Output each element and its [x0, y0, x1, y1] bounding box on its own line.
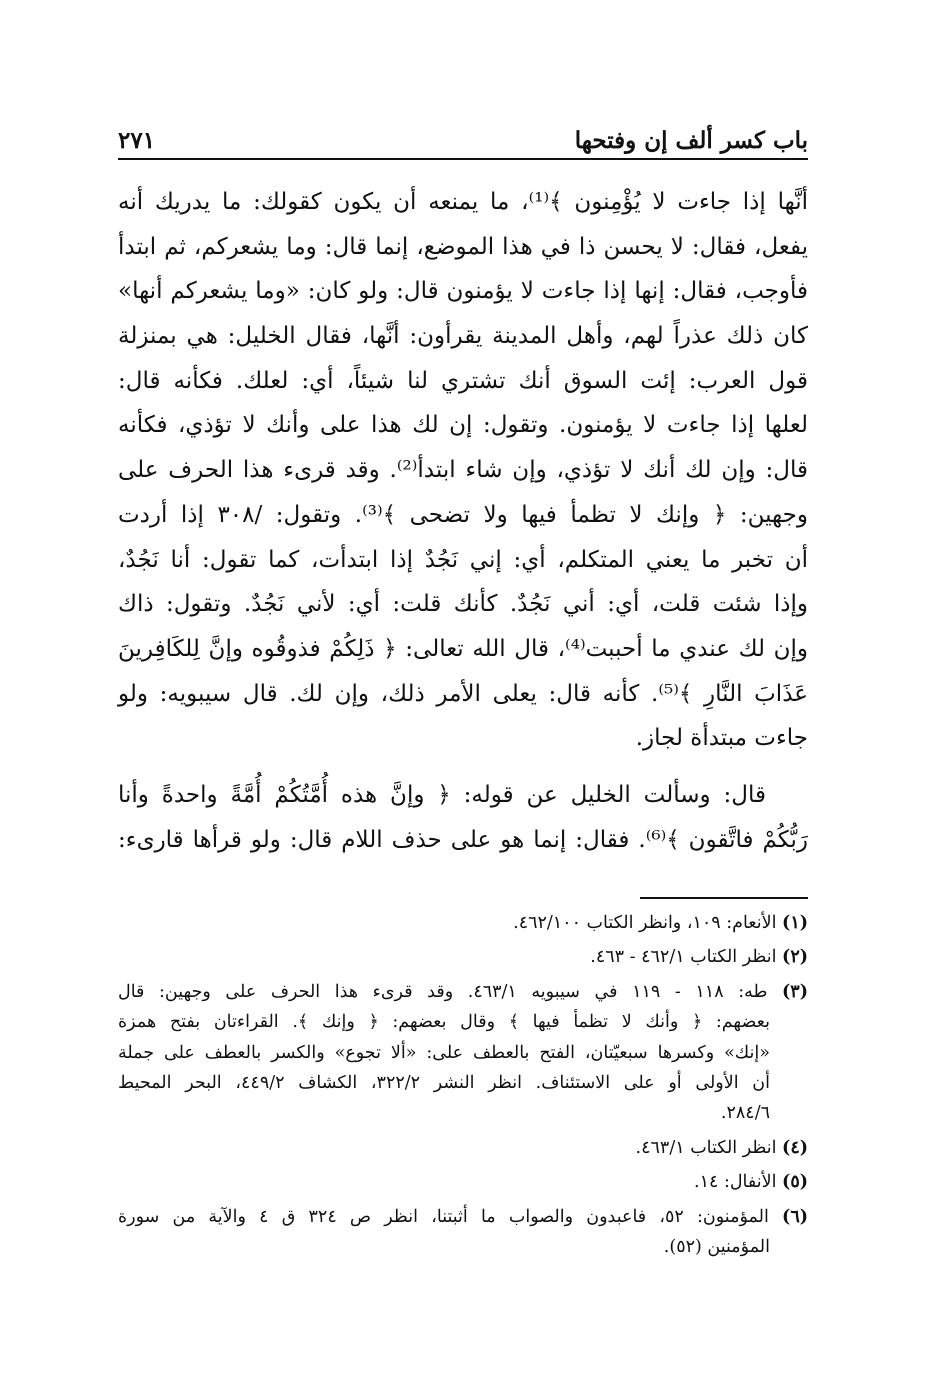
text-line: قول العرب: إئت السوق أنك تشتري لنا شيئاً، أي: لعلك. فكأنه قال:	[118, 367, 808, 394]
text-line: كان ذلك عذراً لهم، وأهل المدينة يقرأون: أنَّها، فقال الخليل: هي بمنزلة	[118, 323, 808, 350]
text-line: وإذا شئت قلت، أي: أني نَجُدٌ. كأنك قلت: أي: لأني نَجُدٌ. وتقول: ذاك	[118, 591, 808, 618]
text-line: عَذَابَ النَّارِ ﴾⁽⁵⁾. كأنه قال: يعلى الأمر ذلك، وإن لك. قال سيبويه: ولو	[118, 680, 808, 707]
text-line: جاءت مبتدأة لجاز.	[635, 725, 808, 752]
footnote-number: (٦)	[782, 1206, 808, 1227]
footnote-3	[118, 977, 808, 1007]
footnote-2	[118, 942, 808, 972]
footnote-number: (٣)	[782, 981, 808, 1002]
text-line: رَبُّكُمْ فاتَّقون ﴾⁽⁶⁾. فقال: إنما هو على حذف اللام قال: ولو قرأها قارىء:	[118, 826, 808, 853]
footnote-text: طه: ١١٨ - ١١٩ في سيبويه ٤٦٣/١. وقد قرىء هذا الحرف على وجهين: قال	[118, 981, 768, 1002]
running-header	[118, 118, 808, 160]
text-line: أنَّها إذا جاءت لا يُؤْمِنون ﴾⁽¹⁾، ما يمنعه أن يكون كقولك: ما يدريك أنه	[118, 189, 808, 215]
footnote-3-line: بعضهم: ﴿ وأنك لا تظمأ فيها ﴾ وقال بعضهم: ﴿ وإنك ﴾. القراءتان بفتح همزة	[118, 1012, 770, 1033]
main-text	[118, 180, 808, 862]
footnote-text: المؤمنون: ٥٢، فاعبدون والصواب ما أثبتنا، انظر ص ٣٢٤ ق ٤ والآية من سورة	[118, 1206, 769, 1227]
text-line: قال: وإن لك أنك لا تؤذي، وإن شاء ابتدأ⁽²⁾. وقد قرىء هذا الحرف على	[118, 457, 808, 484]
text-line: قال: وسألت الخليل عن قوله: ﴿ وإنَّ هذه أُمَّتُكُمْ أُمَّةً واحدةً وأنا	[118, 781, 766, 808]
text-line: أن تخبر ما يعني المتكلم، أي: إني نَجُدٌ إذا ابتدأت، كما تقول: أنا نَجُدٌ،	[118, 546, 808, 573]
footnote-4	[118, 1133, 808, 1163]
footnotes	[118, 908, 808, 1262]
footnote-text: انظر الكتاب ٤٦٢/١ - ٤٦٣.	[590, 947, 777, 968]
footnote-5	[118, 1167, 808, 1197]
text-line: فأوجب، فقال: إنها إذا جاءت لا يؤمنون قال: ولو كان: «وما يشعركم أنها»	[118, 278, 808, 305]
footnote-number: (١)	[782, 913, 808, 933]
footnote-text: انظر الكتاب ٤٦٣/١.	[635, 1137, 777, 1158]
footnote-6	[118, 1202, 808, 1232]
page-number: ٢٧١	[118, 127, 156, 154]
chapter-title: باب كسر ألف إن وفتحها	[574, 127, 808, 154]
text-line: وإن لك عندي ما أحببت⁽⁴⁾، قال الله تعالى: ﴿ ذَلِكُمْ فذوقُوه وإنَّ لِلكَافِرينَ	[118, 635, 808, 662]
footnote-separator	[640, 897, 808, 899]
footnote-text: الأنعام: ١٠٩، وانظر الكتاب ٤٦٢/١٠٠.	[513, 913, 777, 933]
footnote-3-line: ٢٨٤/٦.	[720, 1103, 770, 1124]
text-line: يفعل، فقال: لا يحسن ذا في هذا الموضع، إنما قال: وما يشعركم، ثم ابتدأ	[118, 233, 808, 260]
footnote-text: الأنفال: ١٤.	[693, 1172, 777, 1193]
footnote-3-line: أن الأولى أو على الاستئناف. انظر النشر ٣٢٢/٢، الكشاف ٤٤٩/٢، البحر المحيط	[118, 1072, 770, 1093]
text-line: وجهين: ﴿ وإنك لا تظمأ فيها ولا تضحى ﴾⁽³⁾. وتقول: /٣٠٨ إذا أردت	[118, 501, 808, 528]
text-line: لعلها إذا جاءت لا يؤمنون. وتقول: إن لك هذا على وأنك لا تؤذي، فكأنه	[118, 412, 808, 439]
footnote-1	[118, 908, 808, 938]
footnote-6-line: المؤمنين (٥٢).	[663, 1236, 770, 1257]
footnote-number: (٢)	[782, 947, 808, 968]
footnote-number: (٤)	[782, 1137, 808, 1158]
footnote-3-line: «إنك» وكسرها سبعيّتان، الفتح بالعطف على: «ألا تجوع» والكسر بالعطف على جملة	[118, 1042, 770, 1063]
footnote-number: (٥)	[782, 1172, 808, 1193]
